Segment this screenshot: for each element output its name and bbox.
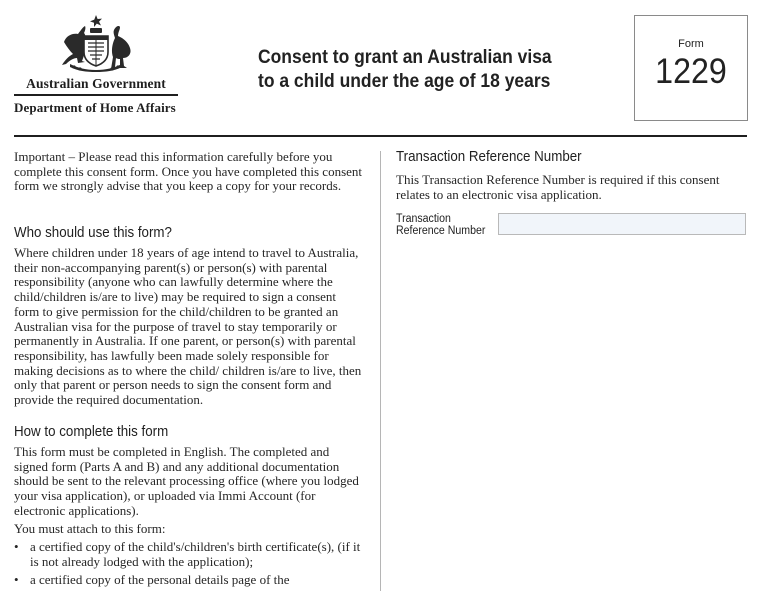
government-name: Australian Government <box>26 76 166 91</box>
list-item-text: a certified copy of the child's/children's birth certificate(s), (if it is not already lodged with the application); <box>30 539 361 569</box>
trn-field-label <box>396 213 488 237</box>
who-text: Where children under 18 years of age intend to travel to Australia, their non-accompanying parent(s) or person(s) with parental responsibility (anyone who can lawfully determine where the child/children is/are to live) may be required to sign a consent form to give permission for the child/children to be granted an Australian visa for the purpose of travel to stay temporarily or permanently in Australia. If one parent, or person(s) with parental responsibility, has lawfully been made solely responsible for making decisions as to where the child/ children is/are to live, then only that parent or person needs to sign the consent form and provide the required documentation. <box>14 245 362 408</box>
trn-input[interactable] <box>498 213 746 235</box>
form-number-box <box>634 15 748 121</box>
how-text: This form must be completed in English. The completed and signed form (Parts A and B) and any additional documentation should be sent to the relevant processing office (where you lodged your visa application), or uploaded via Immi Account (for electronic applications). <box>14 444 359 518</box>
trn-field-label-line-2: Reference Number <box>396 225 486 237</box>
who-heading: Who should use this form? <box>14 225 172 241</box>
intro-text: Important – Please read this information carefully before you complete this consent form. Once you have completed this consent form we strongly advise that you keep a copy for your records. <box>14 149 363 194</box>
header-divider <box>14 135 747 137</box>
government-divider <box>14 94 178 96</box>
coat-of-arms-icon <box>56 14 136 72</box>
list-item <box>14 573 364 588</box>
form-title-line-1: Consent to grant an Australian visa <box>258 47 552 68</box>
list-item-text: a certified copy of the personal details page of the <box>30 572 290 587</box>
attach-text: You must attach to this form: <box>14 521 166 536</box>
column-divider <box>380 151 381 591</box>
form-label: Form <box>678 38 704 50</box>
bullet-icon: • <box>14 539 19 554</box>
department-name: Department of Home Affairs <box>14 100 176 115</box>
form-title <box>258 46 552 94</box>
form-title-line-2: to a child under the age of 18 years <box>258 71 551 92</box>
trn-heading: Transaction Reference Number <box>396 149 582 165</box>
list-item <box>14 540 364 569</box>
form-number: 1229 <box>655 52 727 91</box>
how-heading: How to complete this form <box>14 424 169 440</box>
bullet-icon: • <box>14 572 19 587</box>
trn-field-label-line-1: Transaction <box>396 213 451 225</box>
trn-description: This Transaction Reference Number is required if this consent relates to an electronic visa application. <box>396 172 720 202</box>
